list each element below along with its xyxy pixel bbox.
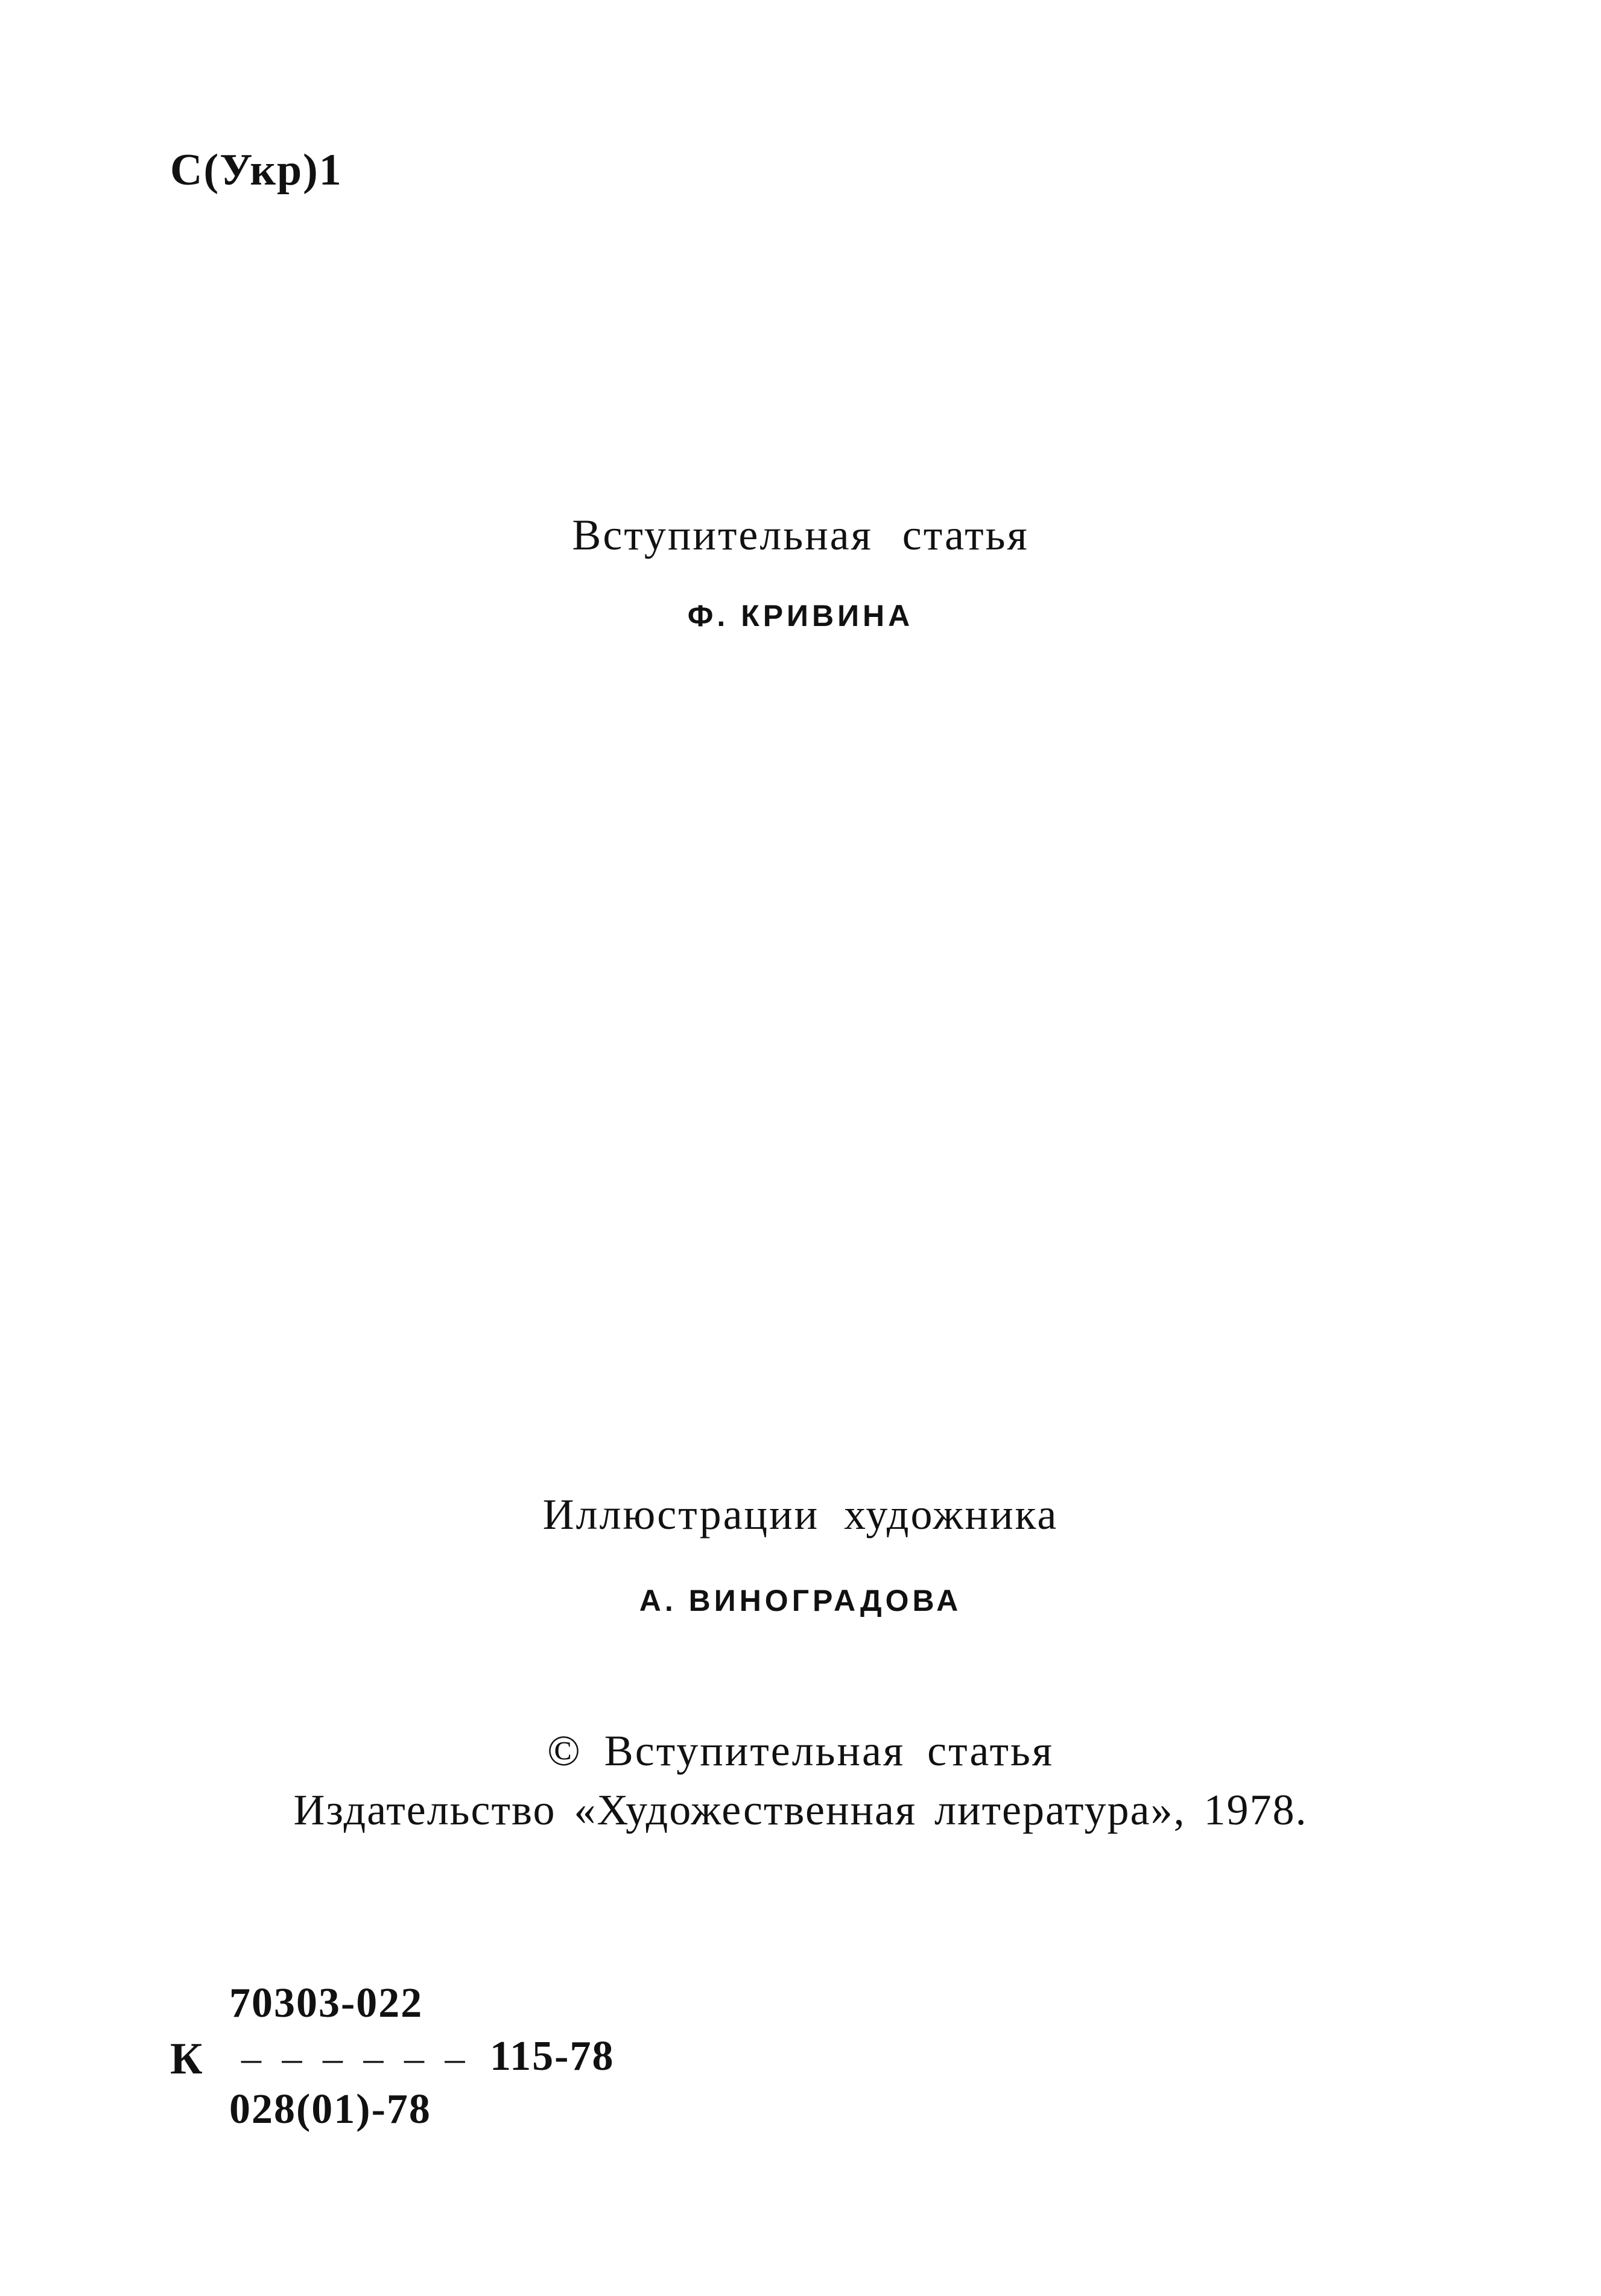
- classification-code: С(Укр)1: [170, 145, 343, 195]
- intro-article-author: Ф. КРИВИНА: [687, 599, 914, 633]
- illustrations-label: Иллюстрации художника: [542, 1490, 1059, 1539]
- catalog-index-numerator: 70303-022: [229, 1980, 423, 2026]
- copyright-line-1: © Вступительная статья: [547, 1727, 1054, 1775]
- catalog-index-dashes: – – – – – –: [241, 2036, 471, 2080]
- intro-article-label: Вступительная статья: [572, 511, 1029, 559]
- illustrator-name: А. ВИНОГРАДОВА: [639, 1584, 962, 1618]
- catalog-index-right: 115-78: [490, 2033, 615, 2079]
- catalog-index-letter: К: [170, 2034, 203, 2084]
- copyright-line-2: Издательство «Художественная литература», 1978.: [293, 1786, 1308, 1834]
- catalog-index-denominator: 028(01)-78: [229, 2086, 431, 2133]
